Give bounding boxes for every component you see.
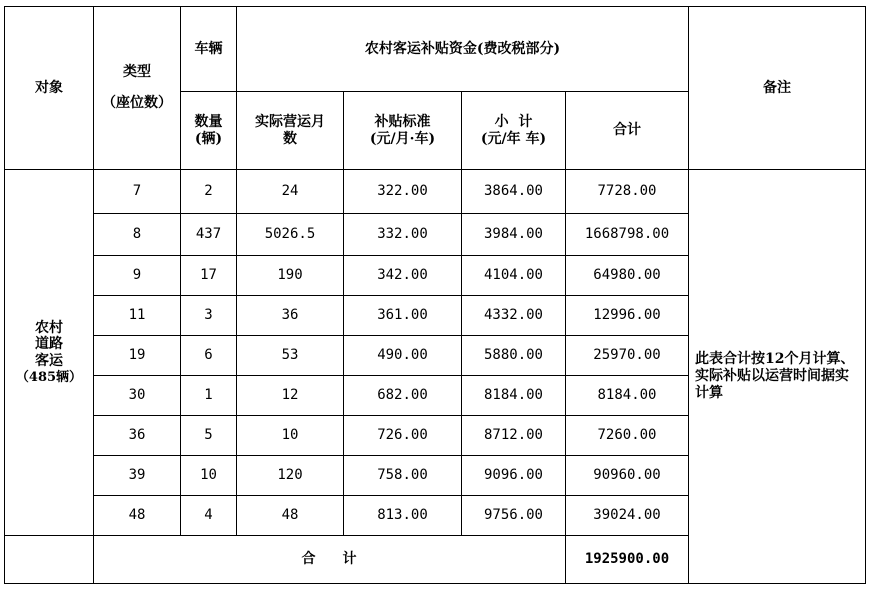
object-count: （485辆） xyxy=(15,369,83,385)
header-fund: 农村客运补贴资金(费改税部分) xyxy=(237,7,689,92)
cell-months: 36 xyxy=(237,296,344,336)
object-line2: 道路 xyxy=(35,336,63,353)
cell-months: 5026.5 xyxy=(237,214,344,256)
header-months-line2: 数 xyxy=(283,130,297,147)
cell-qty: 3 xyxy=(181,296,237,336)
cell-standard: 758.00 xyxy=(344,456,462,496)
cell-total: 39024.00 xyxy=(566,496,689,536)
cell-qty: 10 xyxy=(181,456,237,496)
cell-months: 190 xyxy=(237,256,344,296)
cell-standard: 322.00 xyxy=(344,170,462,214)
cell-seats: 39 xyxy=(94,456,181,496)
cell-months: 120 xyxy=(237,456,344,496)
cell-qty: 437 xyxy=(181,214,237,256)
cell-qty: 1 xyxy=(181,376,237,416)
header-remarks: 备注 xyxy=(689,7,866,170)
cell-subtotal: 5880.00 xyxy=(462,336,566,376)
header-months-line1: 实际营运月 xyxy=(255,113,325,130)
subsidy-table xyxy=(4,6,866,584)
cell-subtotal: 4332.00 xyxy=(462,296,566,336)
header-vehicles: 车辆 xyxy=(181,7,237,92)
cell-total: 64980.00 xyxy=(566,256,689,296)
cell-months: 48 xyxy=(237,496,344,536)
header-subtotal xyxy=(462,92,566,170)
grand-total-label-left: 合 xyxy=(301,551,317,568)
cell-total: 8184.00 xyxy=(566,376,689,416)
cell-qty: 2 xyxy=(181,170,237,214)
cell-standard: 361.00 xyxy=(344,296,462,336)
cell-subtotal: 9096.00 xyxy=(462,456,566,496)
cell-seats: 9 xyxy=(94,256,181,296)
cell-subtotal: 3864.00 xyxy=(462,170,566,214)
cell-subtotal: 3984.00 xyxy=(462,214,566,256)
cell-months: 10 xyxy=(237,416,344,456)
cell-standard: 682.00 xyxy=(344,376,462,416)
header-type-main: 类型 xyxy=(123,64,151,81)
cell-total: 25970.00 xyxy=(566,336,689,376)
header-row-1 xyxy=(5,7,866,92)
header-type xyxy=(94,7,181,170)
cell-subtotal: 8184.00 xyxy=(462,376,566,416)
cell-seats: 30 xyxy=(94,376,181,416)
cell-subtotal: 8712.00 xyxy=(462,416,566,456)
grand-total-blank xyxy=(5,536,94,584)
cell-total: 12996.00 xyxy=(566,296,689,336)
header-quantity xyxy=(181,92,237,170)
header-months xyxy=(237,92,344,170)
header-standard-line2: (元/月·车) xyxy=(369,130,436,147)
cell-total: 90960.00 xyxy=(566,456,689,496)
cell-months: 53 xyxy=(237,336,344,376)
cell-months: 24 xyxy=(237,170,344,214)
grand-total-label xyxy=(94,536,566,584)
cell-qty: 6 xyxy=(181,336,237,376)
header-standard-line1: 补贴标准 xyxy=(374,113,431,130)
cell-total: 7260.00 xyxy=(566,416,689,456)
cell-standard: 490.00 xyxy=(344,336,462,376)
cell-standard: 726.00 xyxy=(344,416,462,456)
header-total: 合计 xyxy=(566,92,689,170)
cell-standard: 342.00 xyxy=(344,256,462,296)
cell-subtotal: 4104.00 xyxy=(462,256,566,296)
cell-standard: 332.00 xyxy=(344,214,462,256)
cell-seats: 19 xyxy=(94,336,181,376)
grand-total-value: 1925900.00 xyxy=(566,536,689,584)
cell-subtotal: 9756.00 xyxy=(462,496,566,536)
cell-seats: 11 xyxy=(94,296,181,336)
header-subtotal-line1: 小 计 xyxy=(494,113,533,130)
grand-total-label-right: 计 xyxy=(342,551,358,568)
header-standard xyxy=(344,92,462,170)
header-quantity-line1: 数量 xyxy=(194,113,223,130)
cell-total: 1668798.00 xyxy=(566,214,689,256)
cell-total: 7728.00 xyxy=(566,170,689,214)
remarks-cell: 此表合计按12个月计算、实际补贴以运营时间据实计算 xyxy=(689,170,866,584)
object-line1: 农村 xyxy=(35,319,63,336)
header-object: 对象 xyxy=(5,7,94,170)
table-row xyxy=(5,170,866,214)
cell-months: 12 xyxy=(237,376,344,416)
cell-qty: 4 xyxy=(181,496,237,536)
object-cell xyxy=(5,170,94,536)
cell-qty: 17 xyxy=(181,256,237,296)
cell-seats: 7 xyxy=(94,170,181,214)
cell-seats: 48 xyxy=(94,496,181,536)
header-quantity-line2: (辆) xyxy=(194,130,223,147)
header-subtotal-line2: (元/年 车) xyxy=(480,130,547,147)
cell-standard: 813.00 xyxy=(344,496,462,536)
cell-seats: 8 xyxy=(94,214,181,256)
cell-seats: 36 xyxy=(94,416,181,456)
cell-qty: 5 xyxy=(181,416,237,456)
header-type-sub: （座位数） xyxy=(102,95,172,111)
object-line3: 客运 xyxy=(35,353,63,370)
